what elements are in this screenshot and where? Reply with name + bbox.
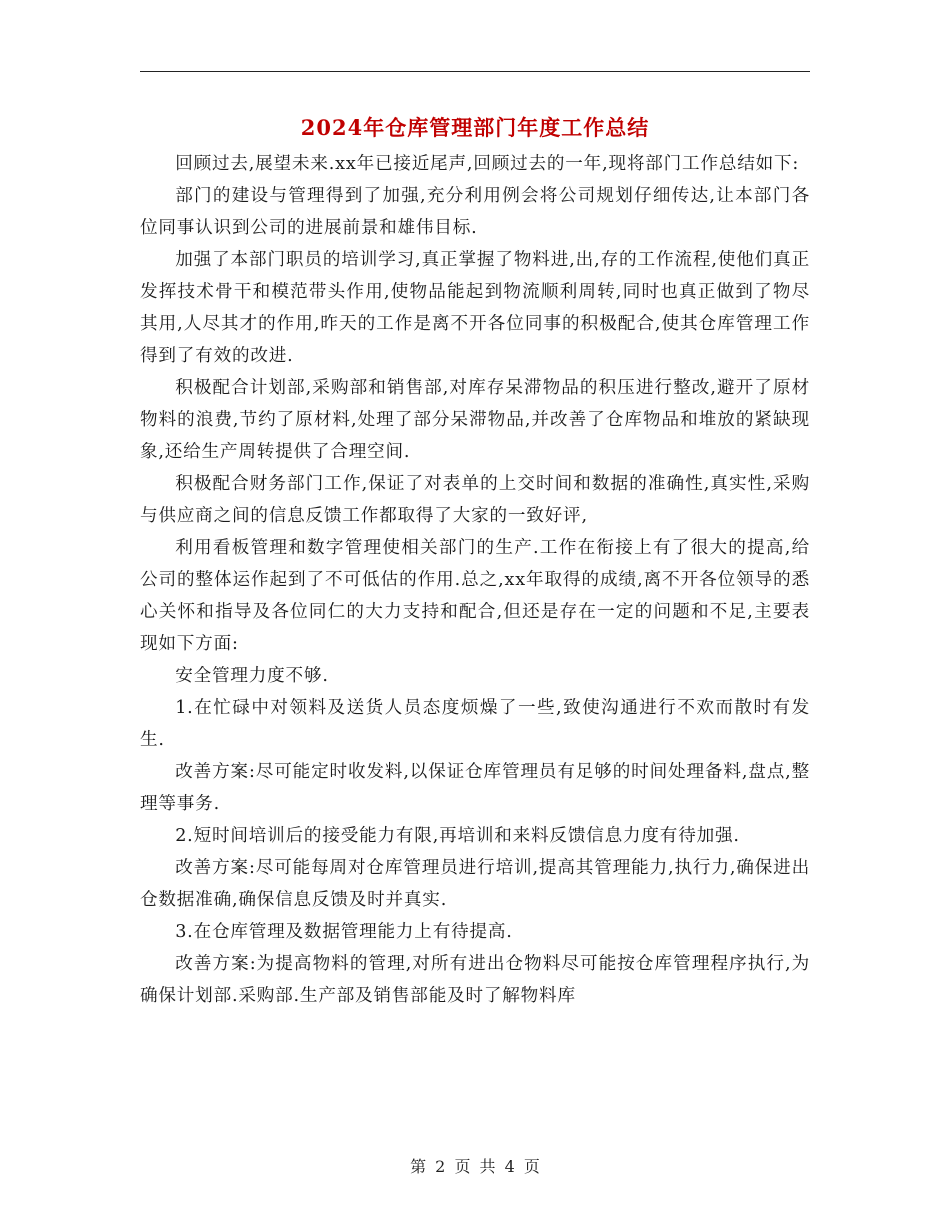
paragraph: 加强了本部门职员的培训学习,真正掌握了物料进,出,存的工作流程,使他们真正发挥技术骨干和模范带头作用,使物品能起到物流顺利周转,同时也真正做到了物尽其用,人尽其才的作用,昨天的工作是离不开各位同事的积极配合,使其仓库管理工作得到了有效的改进.	[140, 250, 810, 366]
paragraph: 改善方案:为提高物料的管理,对所有进出仓物料尽可能按仓库管理程序执行,为确保计划部.采购部.生产部及销售部能及时了解物料库	[140, 954, 810, 1006]
paragraph: 部门的建设与管理得到了加强,充分利用例会将公司规划仔细传达,让本部门各位同事认识到公司的进展前景和雄伟目标.	[140, 186, 810, 238]
header-rule	[140, 71, 810, 72]
paragraph: 积极配合财务部门工作,保证了对表单的上交时间和数据的准确性,真实性,采购与供应商之间的信息反馈工作都取得了大家的一致好评,	[140, 474, 810, 526]
paragraph: 改善方案:尽可能每周对仓库管理员进行培训,提高其管理能力,执行力,确保进出仓数据准确,确保信息反馈及时并真实.	[140, 858, 810, 910]
document-title: 2024年仓库管理部门年度工作总结	[300, 115, 650, 140]
paragraph: 2.短时间培训后的接受能力有限,再培训和来料反馈信息力度有待加强.	[175, 826, 740, 846]
page-footer: 第 2 页 共 4 页	[410, 1157, 540, 1176]
document-body	[140, 148, 810, 1012]
paragraph: 1.在忙碌中对领料及送货人员态度烦燥了一些,致使沟通进行不欢而散时有发生.	[140, 698, 810, 750]
paragraph: 积极配合计划部,采购部和销售部,对库存呆滞物品的积压进行整改,避开了原材物料的浪费,节约了原材料,处理了部分呆滞物品,并改善了仓库物品和堆放的紧缺现象,还给生产周转提供了合理空间.	[140, 378, 810, 462]
paragraph: 利用看板管理和数字管理使相关部门的生产.工作在衔接上有了很大的提高,给公司的整体运作起到了不可低估的作用.总之,xx年取得的成绩,离不开各位领导的悉心关怀和指导及各位同仁的大力支持和配合,但还是存在一定的问题和不足,主要表现如下方面:	[140, 538, 810, 654]
paragraph: 安全管理力度不够.	[175, 666, 329, 686]
paragraph: 回顾过去,展望未来.xx年已接近尾声,回顾过去的一年,现将部门工作总结如下:	[175, 154, 800, 174]
paragraph: 改善方案:尽可能定时收发料,以保证仓库管理员有足够的时间处理备料,盘点,整理等事务.	[140, 762, 810, 814]
paragraph: 3.在仓库管理及数据管理能力上有待提高.	[175, 922, 513, 942]
